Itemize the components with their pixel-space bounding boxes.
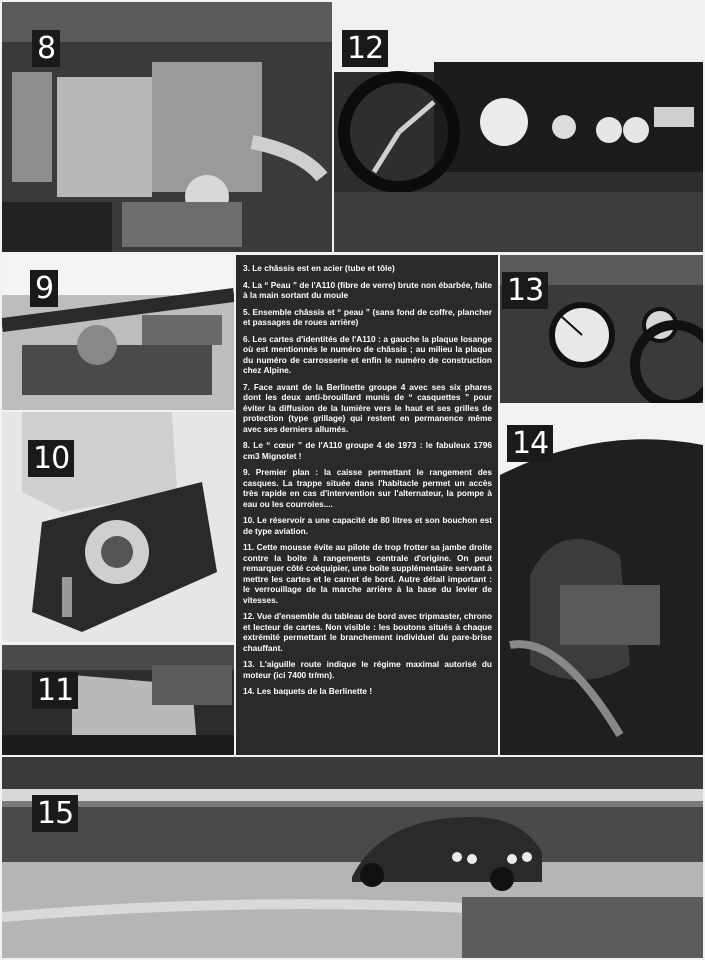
photo-label-13: 13: [502, 272, 548, 309]
caption-14: 14. Les baquets de la Berlinette !: [243, 686, 373, 696]
photo-label-14: 14: [507, 425, 553, 462]
caption-column: [236, 255, 498, 755]
photo-label-10: 10: [28, 440, 74, 477]
caption-11: 11. Cette mousse évite au pilote de trop frotter sa jambe droite contre la boite à rangements centrale d'origine. On peut remarquer côté coéquipier, une boîte supplémentaire servant à mettre les cartes et le carnet de bord. Autre détail important : le verrouillage de la marche arrière à la base du levier de vitesses.: [243, 542, 492, 605]
caption-13: 13. L'aiguille route indique le régime maximal autorisé du moteur (ici 7400 tr/mn).: [243, 659, 492, 680]
caption-6: 6. Les cartes d'identités de l'A110 : a gauche la plaque losange où est mentionnés le numéro de châssis ; au milieu la plaque du numéro de carrosserie et enfin le numéro de construction chez Alpine.: [243, 333, 492, 375]
caption-12: 12. Vue d'ensemble du tableau de bord avec tripmaster, chrono et lecteur de cartes. Non visible : les boutons situés à chaque extrémité permettant le branchement individuel du pare-brise chauffant.: [243, 611, 492, 653]
caption-3: 3. Le châssis est en acier (tube et tôle): [243, 263, 395, 273]
photo-label-9: 9: [30, 270, 58, 307]
photo-label-12: 12: [342, 30, 388, 67]
caption-10: 10. Le réservoir a une capacité de 80 litres et son bouchon est de type aviation.: [243, 515, 492, 536]
photo-label-8: 8: [32, 30, 60, 67]
caption-4: 4. La “ Peau ” de l'A110 (fibre de verre) brute non ébarbée, faite à la main sortant du moule: [243, 279, 492, 300]
photo-dashboard: [334, 2, 703, 252]
caption-7: 7. Face avant de la Berlinette groupe 4 avec ses six phares dont les deux anti-brouillard munis de “ casquettes ” pour éviter la diffusion de la lumière vers le haut et ses grilles de protection (type grillage) qui restent en permanence même avec ses derniers allumés.: [243, 381, 492, 434]
caption-8: 8. Le “ cœur ” de l'A110 groupe 4 de 1973 : le fabuleux 1796 cm3 Mignotet !: [243, 440, 492, 461]
caption-5: 5. Ensemble châssis et “ peau ” (sans fond de coffre, plancher et passages de roues arrière): [243, 306, 492, 327]
photo-label-15: 15: [32, 795, 78, 832]
photo-label-11: 11: [32, 672, 78, 709]
caption-9: 9. Premier plan : la caisse permettant le rangement des casques. La trappe située dans l'habitacle permet un accès très rapide en cas d'intervention sur l'alternateur, la pompe à eau ou les courroies....: [243, 467, 492, 509]
photo-car-on-track: [2, 757, 703, 958]
